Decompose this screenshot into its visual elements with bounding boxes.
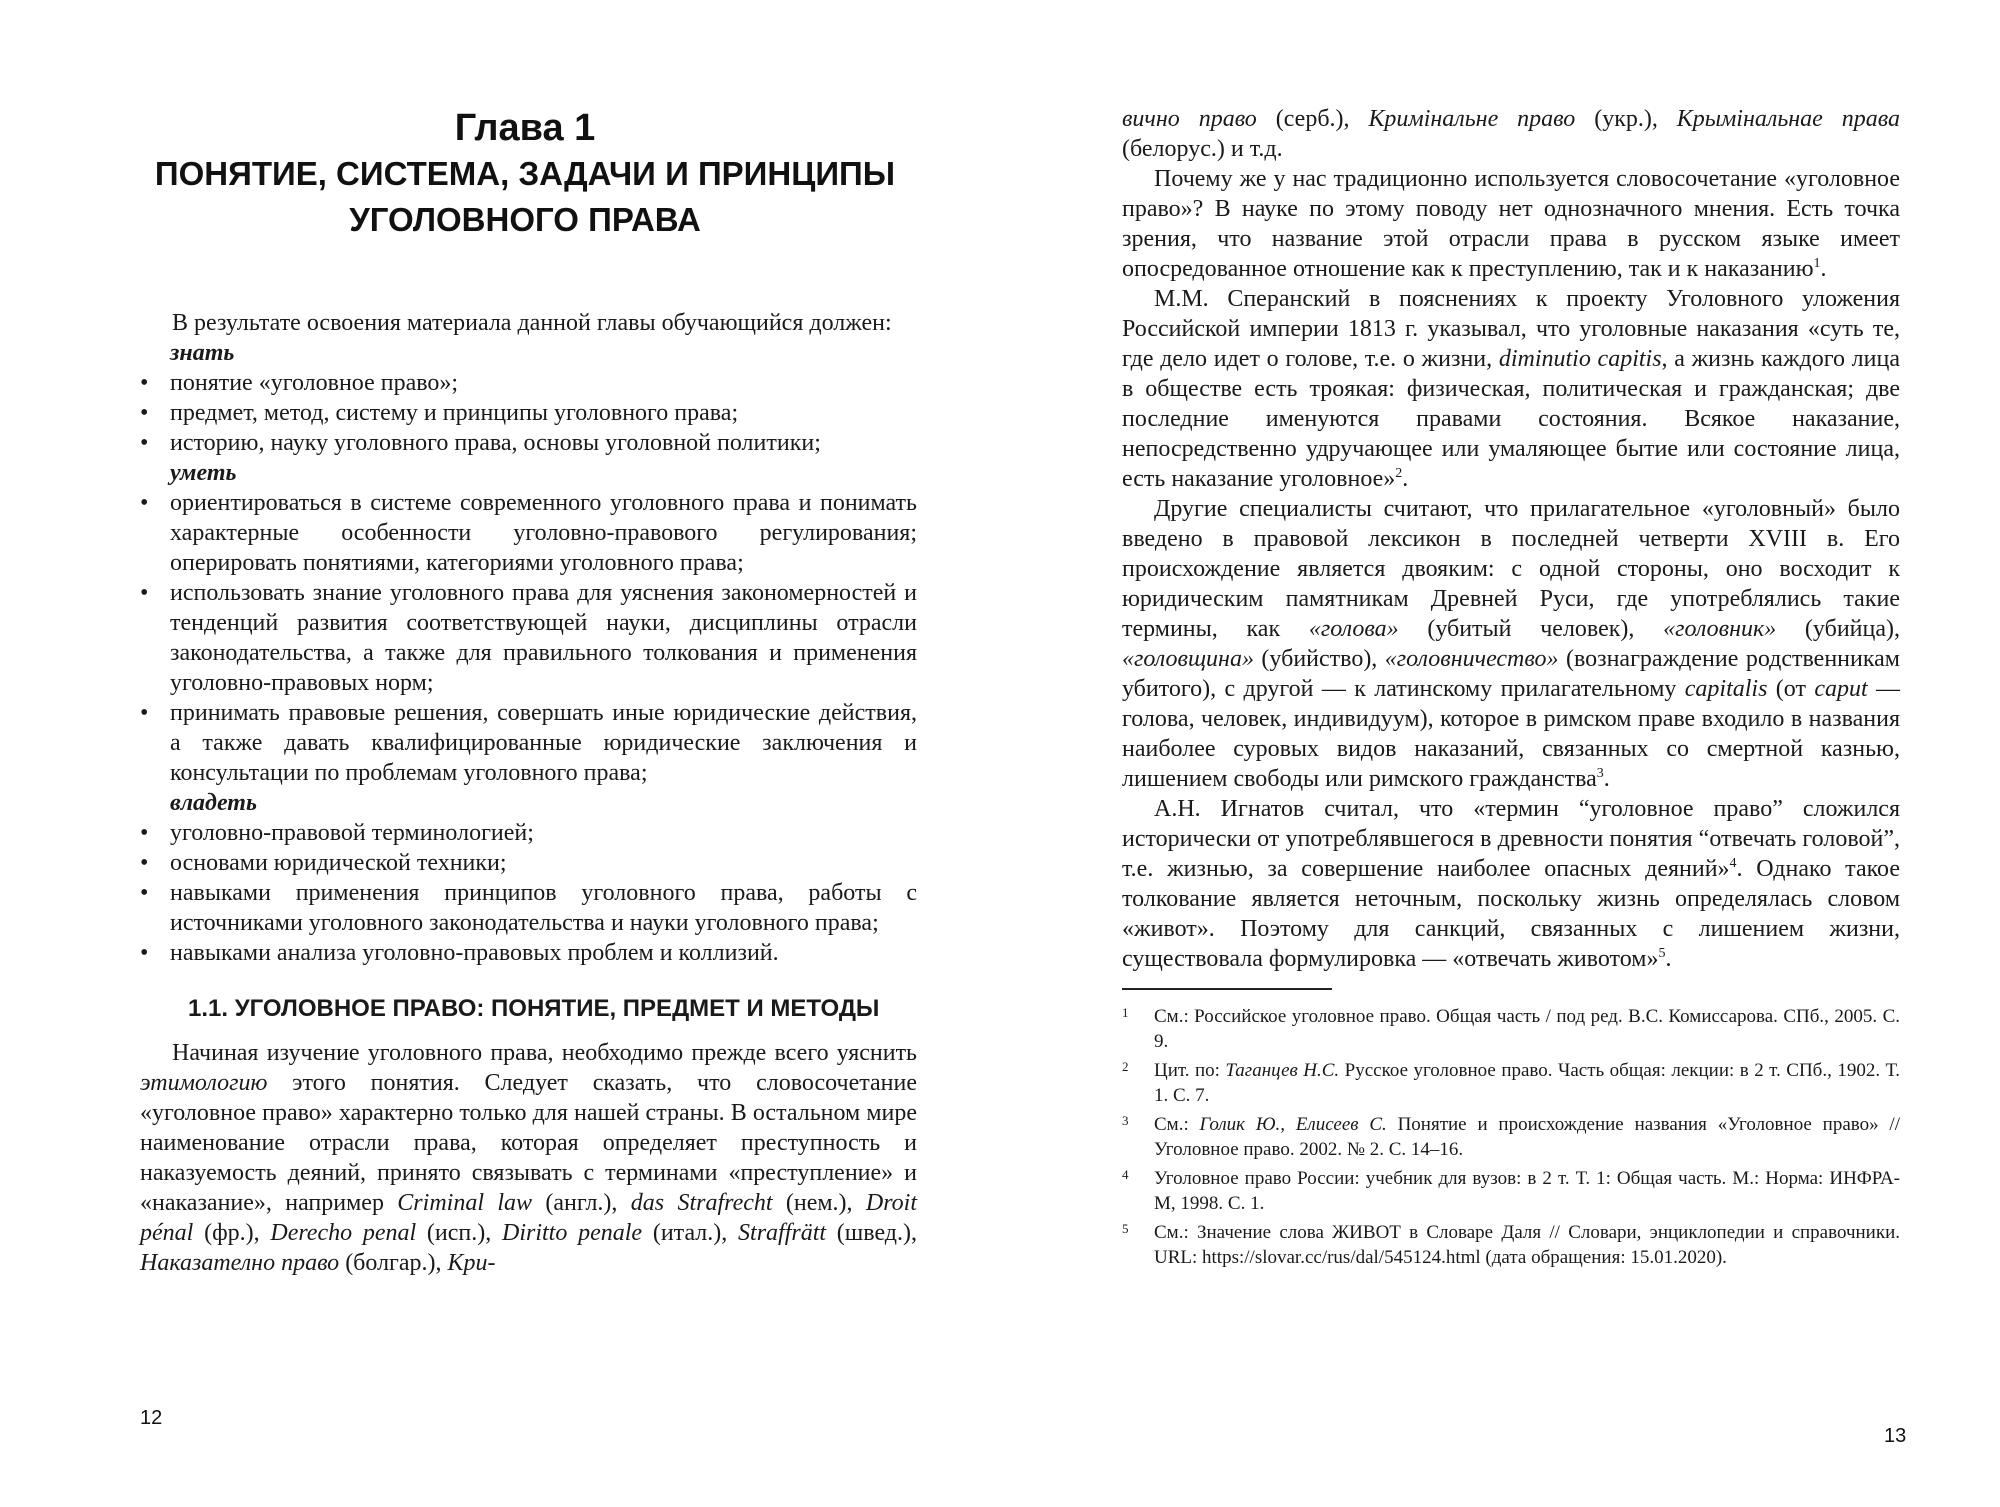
- list-item: • навыками применения принципов уголовного права, работы с источниками уголовного законодательства и науки уголовного права;: [140, 878, 917, 938]
- list-item: • ориентироваться в системе современного уголовного права и понимать характерные особенности уголовно-правового регулирования; оперировать понятиями, категориями уголовного права;: [140, 488, 917, 578]
- know-label: знать: [170, 340, 235, 366]
- master-label: владеть: [170, 790, 257, 816]
- chapter-title: ПОНЯТИЕ, СИСТЕМА, ЗАДАЧИ И ПРИНЦИПЫ УГОЛОВНОГО ПРАВА: [154, 155, 896, 238]
- paragraph: вично право (серб.), Кримінальне право (укр.), Крымінальнае права (белорус.) и т.д.: [1122, 106, 1901, 162]
- footnote: 1 См.: Российское уголовное право. Общая часть / под ред. В.С. Комиссарова. СПб., 2005. С. 9.: [1122, 1005, 1900, 1052]
- chapter-number: Глава 1: [454, 107, 596, 149]
- footnote-divider: [1122, 988, 1332, 990]
- paragraph: А.Н. Игнатов считал, что «термин “уголовное право” сложился исторически от употреблявшегося в древности понятия “отвечать головой”, т.е. жизнью, за совершение наиболее опасных деяний»$^4$. Однако такое толкование является неточным, поскольку жизнь определялась словом «живот». Поэтому для санкций, связанных с лишением жизни, существовала формулировка — «отвечать животом»$^5$.: [1122, 796, 1900, 972]
- paragraph: Почему же у нас традиционно используется словосочетание «уголовное право»? В науке по этому поводу нет однозначного мнения. Есть точка зрения, что название этой отрасли права в русском языке имеет опосредованное отношение как к преступлению, так и к наказанию$^1$.: [1122, 166, 1900, 282]
- list-item: • навыками анализа уголовно-правовых проблем и коллизий.: [140, 938, 917, 968]
- section-heading: 1.1. УГОЛОВНОЕ ПРАВО: ПОНЯТИЕ, ПРЕДМЕТ И МЕТОДЫ: [188, 995, 880, 1022]
- list-item: • историю, науку уголовного права, основы уголовной политики;: [140, 428, 917, 458]
- footnote-ref: 3: [1596, 766, 1604, 781]
- footnote-ref: 2: [1395, 466, 1403, 481]
- know-list: [140, 368, 917, 458]
- able-label: уметь: [170, 460, 237, 486]
- footnote-ref: 5: [1658, 946, 1666, 961]
- page-number: 13: [1884, 1425, 1907, 1447]
- list-item: • понятие «уголовное право»;: [140, 368, 917, 398]
- footnote: 3 См.: Голик Ю., Елисеев С. Понятие и происхождение названия «Уголовное право» // Уголовное право. 2002. № 2. С. 14–16.: [1122, 1113, 1900, 1160]
- master-list: [140, 818, 917, 968]
- footnote-ref: 4: [1729, 856, 1737, 871]
- paragraph: М.М. Сперанский в пояснениях к проекту Уголовного уложения Российской империи 1813 г. указывал, что уголовные наказания «суть те, где дело идет о голове, т.е. о жизни, diminutio capitis, а жизнь каждого лица в обществе есть трoякая: физическая, политическая и гражданская; две последние именуются правами состояния. Всякое наказание, непосредственно удручающее или умаляющее бытие или состояние лица, есть наказание уголовное»$^2$.: [1122, 286, 1901, 492]
- section-paragraph: Начиная изучение уголовного права, необходимо прежде всего уяснить этимологию этого понятия. Следует сказать, что словосочетание «уголовное право» характерно только для нашей страны. В остальном мире наименование отрасли права, которая определяет преступность и наказуемость деяний, принято связывать с терминами «преступление» и «наказание», например Criminal law (англ.), das Strafrecht (нем.), Droit pénal (фр.), Derecho penal (исп.), Diritto penale (итал.), Straffrätt (швед.), Наказателно право (болгар.), Кри-: [140, 1040, 918, 1276]
- list-item: • предмет, метод, систему и принципы уголовного права;: [140, 398, 917, 428]
- list-item: • использовать знание уголовного права для уяснения закономерностей и тенденций развития соответствующей науки, дисциплины отрасли законодательства, а также для правильного толкования и применения уголовно-правовых норм;: [140, 578, 917, 698]
- footnote-ref: 1: [1813, 256, 1821, 271]
- list-item: • основами юридической техники;: [140, 848, 917, 878]
- footnotes: [1122, 1004, 1900, 1270]
- left-column: [140, 308, 917, 1278]
- footnote: 5 См.: Значение слова ЖИВОТ в Словаре Даля // Словари, энциклопедии и справочники. URL: https://slovar.cc/rus/dal/545124.html (дата обращения: 15.01.2020).: [1122, 1221, 1900, 1268]
- chapter-heading: [140, 105, 910, 243]
- right-column: [1122, 104, 1900, 1274]
- page-number: 12: [140, 1407, 163, 1429]
- paragraph: Другие специалисты считают, что прилагательное «уголовный» было введено в правовой лексикон в последней четверти XVIII в. Его происхождение является двояким: с одной стороны, оно восходит к юридическим памятникам Древней Руси, где употреблялись такие термины, как «голова» (убитый человек), «головник» (убийца), «головщина» (убийство), «головничество» (вознаграждение родственникам убитого), с другой — к латинскому прилагательному capitalis (от caput — голова, человек, индивидуум), которое в римском праве входило в названия наиболее суровых видов наказаний, связанных со смертной казнью, лишением свободы или римского гражданства$^3$.: [1122, 496, 1900, 792]
- footnote: 2 Цит. по: Таганцев Н.С. Русское уголовное право. Часть общая: лекции: в 2 т. СПб., 1902. Т. 1. С. 7.: [1122, 1059, 1900, 1106]
- list-item: • принимать правовые решения, совершать иные юридические действия, а также давать квалифицированные юридические заключения и консультации по проблемам уголовного права;: [140, 698, 917, 788]
- objectives-intro: В результате освоения материала данной главы обучающийся должен:: [172, 310, 892, 336]
- footnote: 4 Уголовное право России: учебник для вузов: в 2 т. Т. 1: Общая часть. М.: Норма: ИНФРА-М, 1998. С. 1.: [1122, 1167, 1900, 1214]
- right-page: [1000, 0, 2000, 1507]
- list-item: • уголовно-правовой терминологией;: [140, 818, 917, 848]
- able-list: [140, 488, 917, 788]
